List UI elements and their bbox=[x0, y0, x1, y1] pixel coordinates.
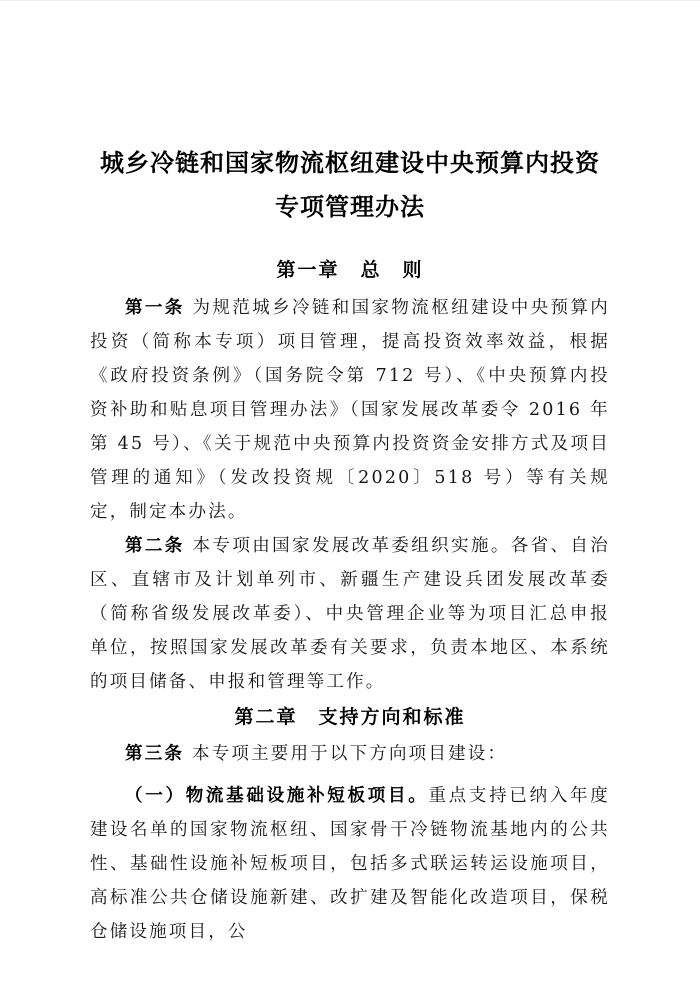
article-1-text: 为规范城乡冷链和国家物流枢纽建设中央预算内投资（简称本专项）项目管理，提高投资效率效益，根据《政府投资条例》（国务院令第 712 号）、《中央预算内投资补助和贴息项目管理办法》（国家发展改革委令 2016 年第 45 号）、《关于规范中央预算内投资资金安排方式及项目管理的通知》（发改投资规〔2020〕518 号）等有关规定，制定本办法。 bbox=[90, 298, 610, 522]
item-1-label: （一）物流基础设施补短板项目。 bbox=[125, 786, 429, 806]
article-1-number: 第一条 bbox=[125, 298, 185, 318]
article-1-paragraph bbox=[90, 291, 610, 529]
item-1-text: 重点支持已纳入年度建设名单的国家物流枢纽、国家骨干冷链物流基地内的公共性、基础性设施补短板项目，包括多式联运转运设施项目，高标准公共仓储设施新建、改扩建及智能化改造项目，保税仓储设施项目，公 bbox=[90, 786, 610, 942]
article-3-number: 第三条 bbox=[125, 744, 185, 764]
document-title-line2: 专项管理办法 bbox=[275, 192, 425, 221]
article-3-text: 本专项主要用于以下方向项目建设： bbox=[191, 744, 508, 764]
chapter-1-heading: 第一章 总 则 bbox=[276, 259, 424, 281]
article-2-text: 本专项由国家发展改革委组织实施。各省、自治区、直辖市及计划单列市、新疆生产建设兵团发展改革委（简称省级发展改革委）、中央管理企业等为项目汇总申报单位，按照国家发展改革委有关要求，负责本地区、本系统的项目储备、申报和管理等工作。 bbox=[90, 536, 610, 692]
document-title-line1: 城乡冷链和国家物流枢纽建设中央预算内投资 bbox=[100, 148, 600, 177]
article-2-paragraph bbox=[90, 529, 610, 699]
document-title bbox=[90, 141, 610, 229]
article-3-paragraph bbox=[90, 737, 610, 771]
chapter-2-heading: 第二章 支持方向和标准 bbox=[234, 706, 466, 728]
item-1-paragraph bbox=[90, 779, 610, 949]
article-2-number: 第二条 bbox=[125, 536, 185, 556]
